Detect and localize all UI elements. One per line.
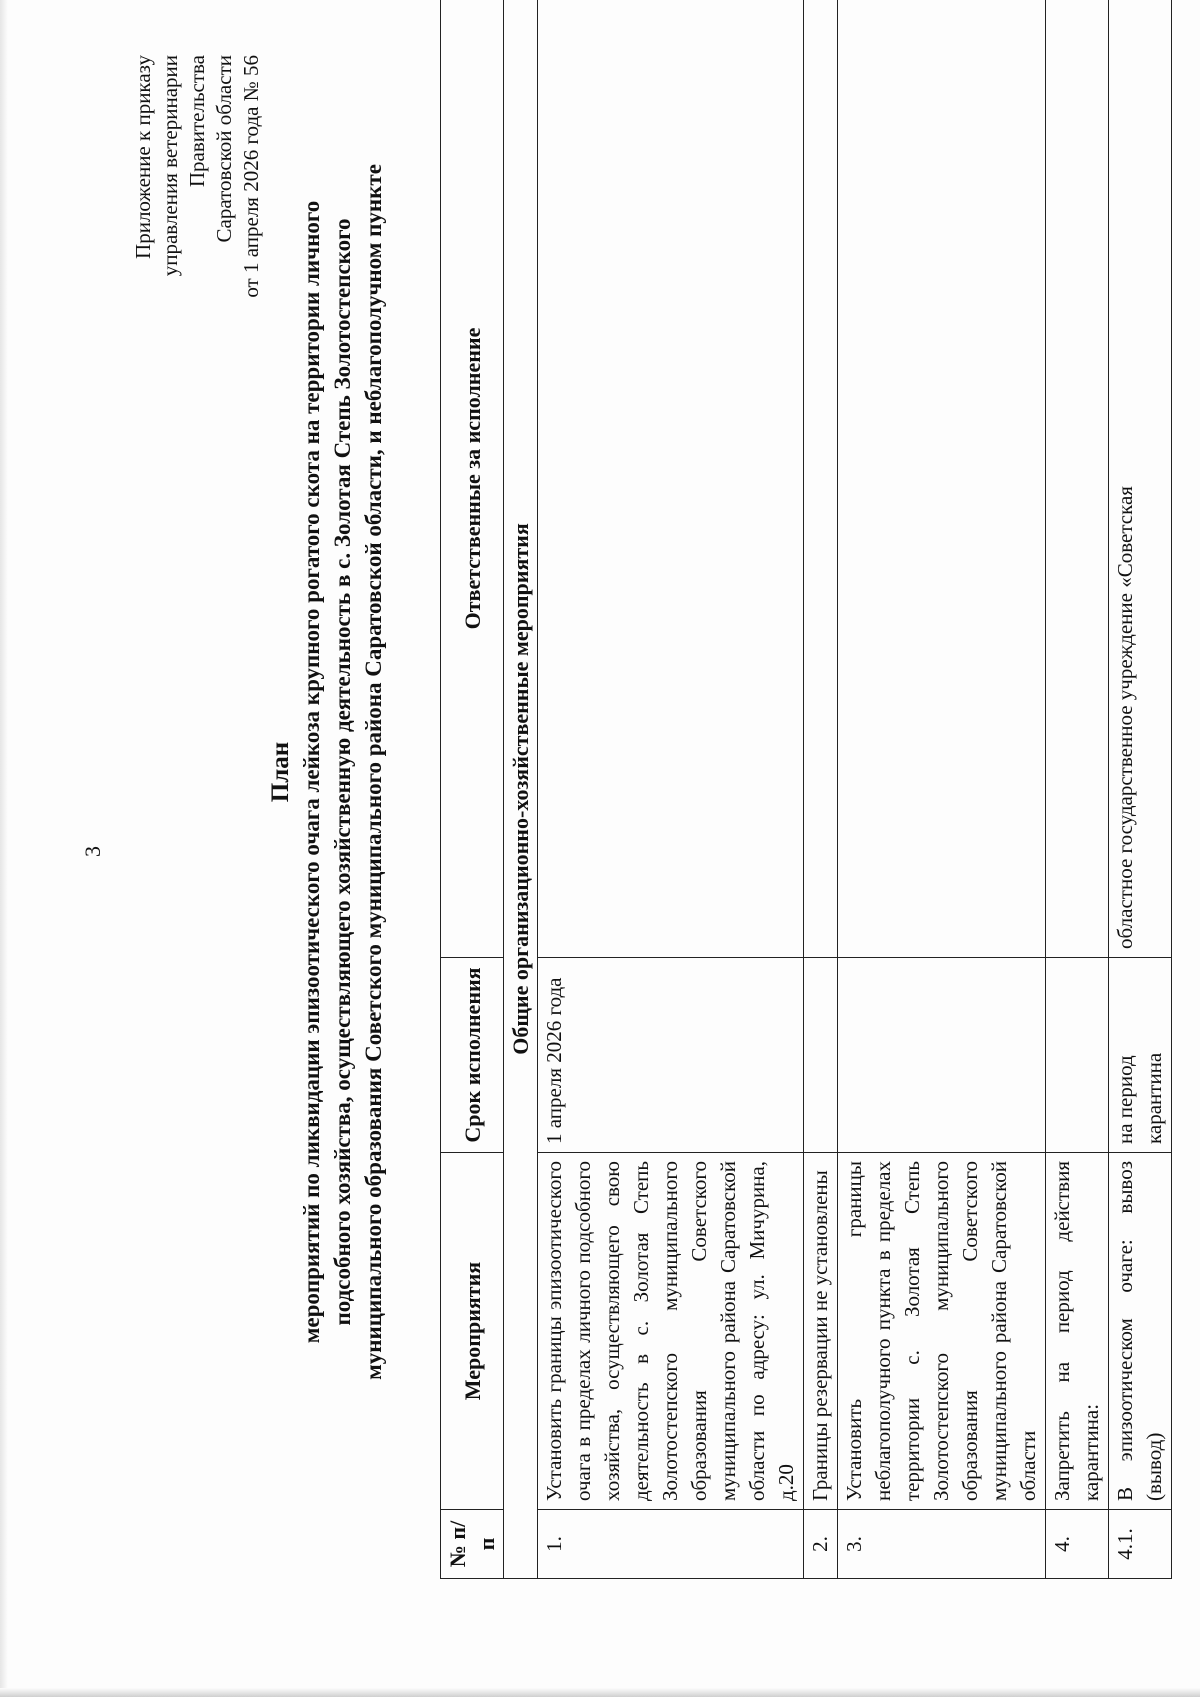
- approval-line: от 1 апреля 2026 года № 56: [239, 55, 263, 298]
- row-num: 4.: [1046, 1510, 1109, 1579]
- approval-line: Приложение к приказу: [131, 55, 155, 259]
- table-row: [804, 0, 838, 1579]
- header-term: Срок исполнения: [441, 958, 504, 1153]
- section-title: Общие организационно-хозяйственные мероприятия: [504, 0, 538, 1579]
- row-num: 4.1.: [1109, 1510, 1172, 1579]
- title-line: мероприятий по ликвидации эпизоотического очага лейкоза крупного рогатого скота на территории личного: [299, 200, 324, 1344]
- title-line: подсобного хозяйства, осуществляющего хозяйственную деятельность в с. Золотая Степь Золотостепского: [330, 218, 355, 1326]
- row-term: [838, 958, 1046, 1153]
- row-responsible: областное государственное учреждение «Советская: [1109, 0, 1172, 958]
- row-activity: В эпизоотическом очаге: вывоз (вывод): [1109, 1153, 1172, 1510]
- row-term: [804, 958, 838, 1153]
- row-num: 3.: [838, 1510, 1046, 1579]
- plan-table: [440, 0, 1172, 1579]
- row-responsible: [538, 0, 804, 958]
- section-row: [504, 0, 538, 1579]
- approval-stamp-block: [130, 55, 265, 475]
- row-num: 1.: [538, 1510, 804, 1579]
- table-row: [538, 0, 804, 1579]
- title-line: муниципального образования Советского муниципального района Саратовской области, и неблагополучном пункте: [361, 164, 386, 1380]
- header-activity: Мероприятия: [441, 1153, 504, 1510]
- table-header-row: [441, 0, 504, 1579]
- row-responsible: [838, 0, 1046, 958]
- approval-line: Саратовской области: [212, 55, 236, 243]
- page-number: 3: [80, 846, 105, 857]
- approval-line: Правительства: [185, 55, 209, 188]
- row-activity: Установить границы эпизоотического очага в пределах личного подсобного хозяйства, осуществляющего свою деятельность в с. Золотая Степь Золотостепского муниципального образования Советского муниципального района Саратовской области по адресу: ул. Мичурина, д.20: [538, 1153, 804, 1510]
- row-term: на период карантина: [1109, 958, 1172, 1153]
- table-row: [1046, 0, 1109, 1579]
- table-row: [838, 0, 1046, 1579]
- header-num: № п/п: [441, 1510, 504, 1579]
- header-responsible: Ответственные за исполнение: [441, 0, 504, 958]
- row-responsible: [1046, 0, 1109, 958]
- row-activity: Запретить на период действия карантина:: [1046, 1153, 1109, 1510]
- title-word: План: [267, 741, 294, 803]
- document-title: [265, 27, 389, 1517]
- row-responsible: [804, 0, 838, 958]
- row-activity: Установить границы неблагополучного пункта в пределах территории с. Золотая Степь Золотостепского муниципального образования Советского муниципального района Саратовской области: [838, 1153, 1046, 1510]
- row-term: 1 апреля 2026 года: [538, 958, 804, 1153]
- row-activity: Границы резервации не установлены: [804, 1153, 838, 1510]
- row-num: 2.: [804, 1510, 838, 1579]
- table-row: [1109, 0, 1172, 1579]
- row-term: [1046, 958, 1109, 1153]
- approval-line: управления ветеринарии: [158, 55, 182, 277]
